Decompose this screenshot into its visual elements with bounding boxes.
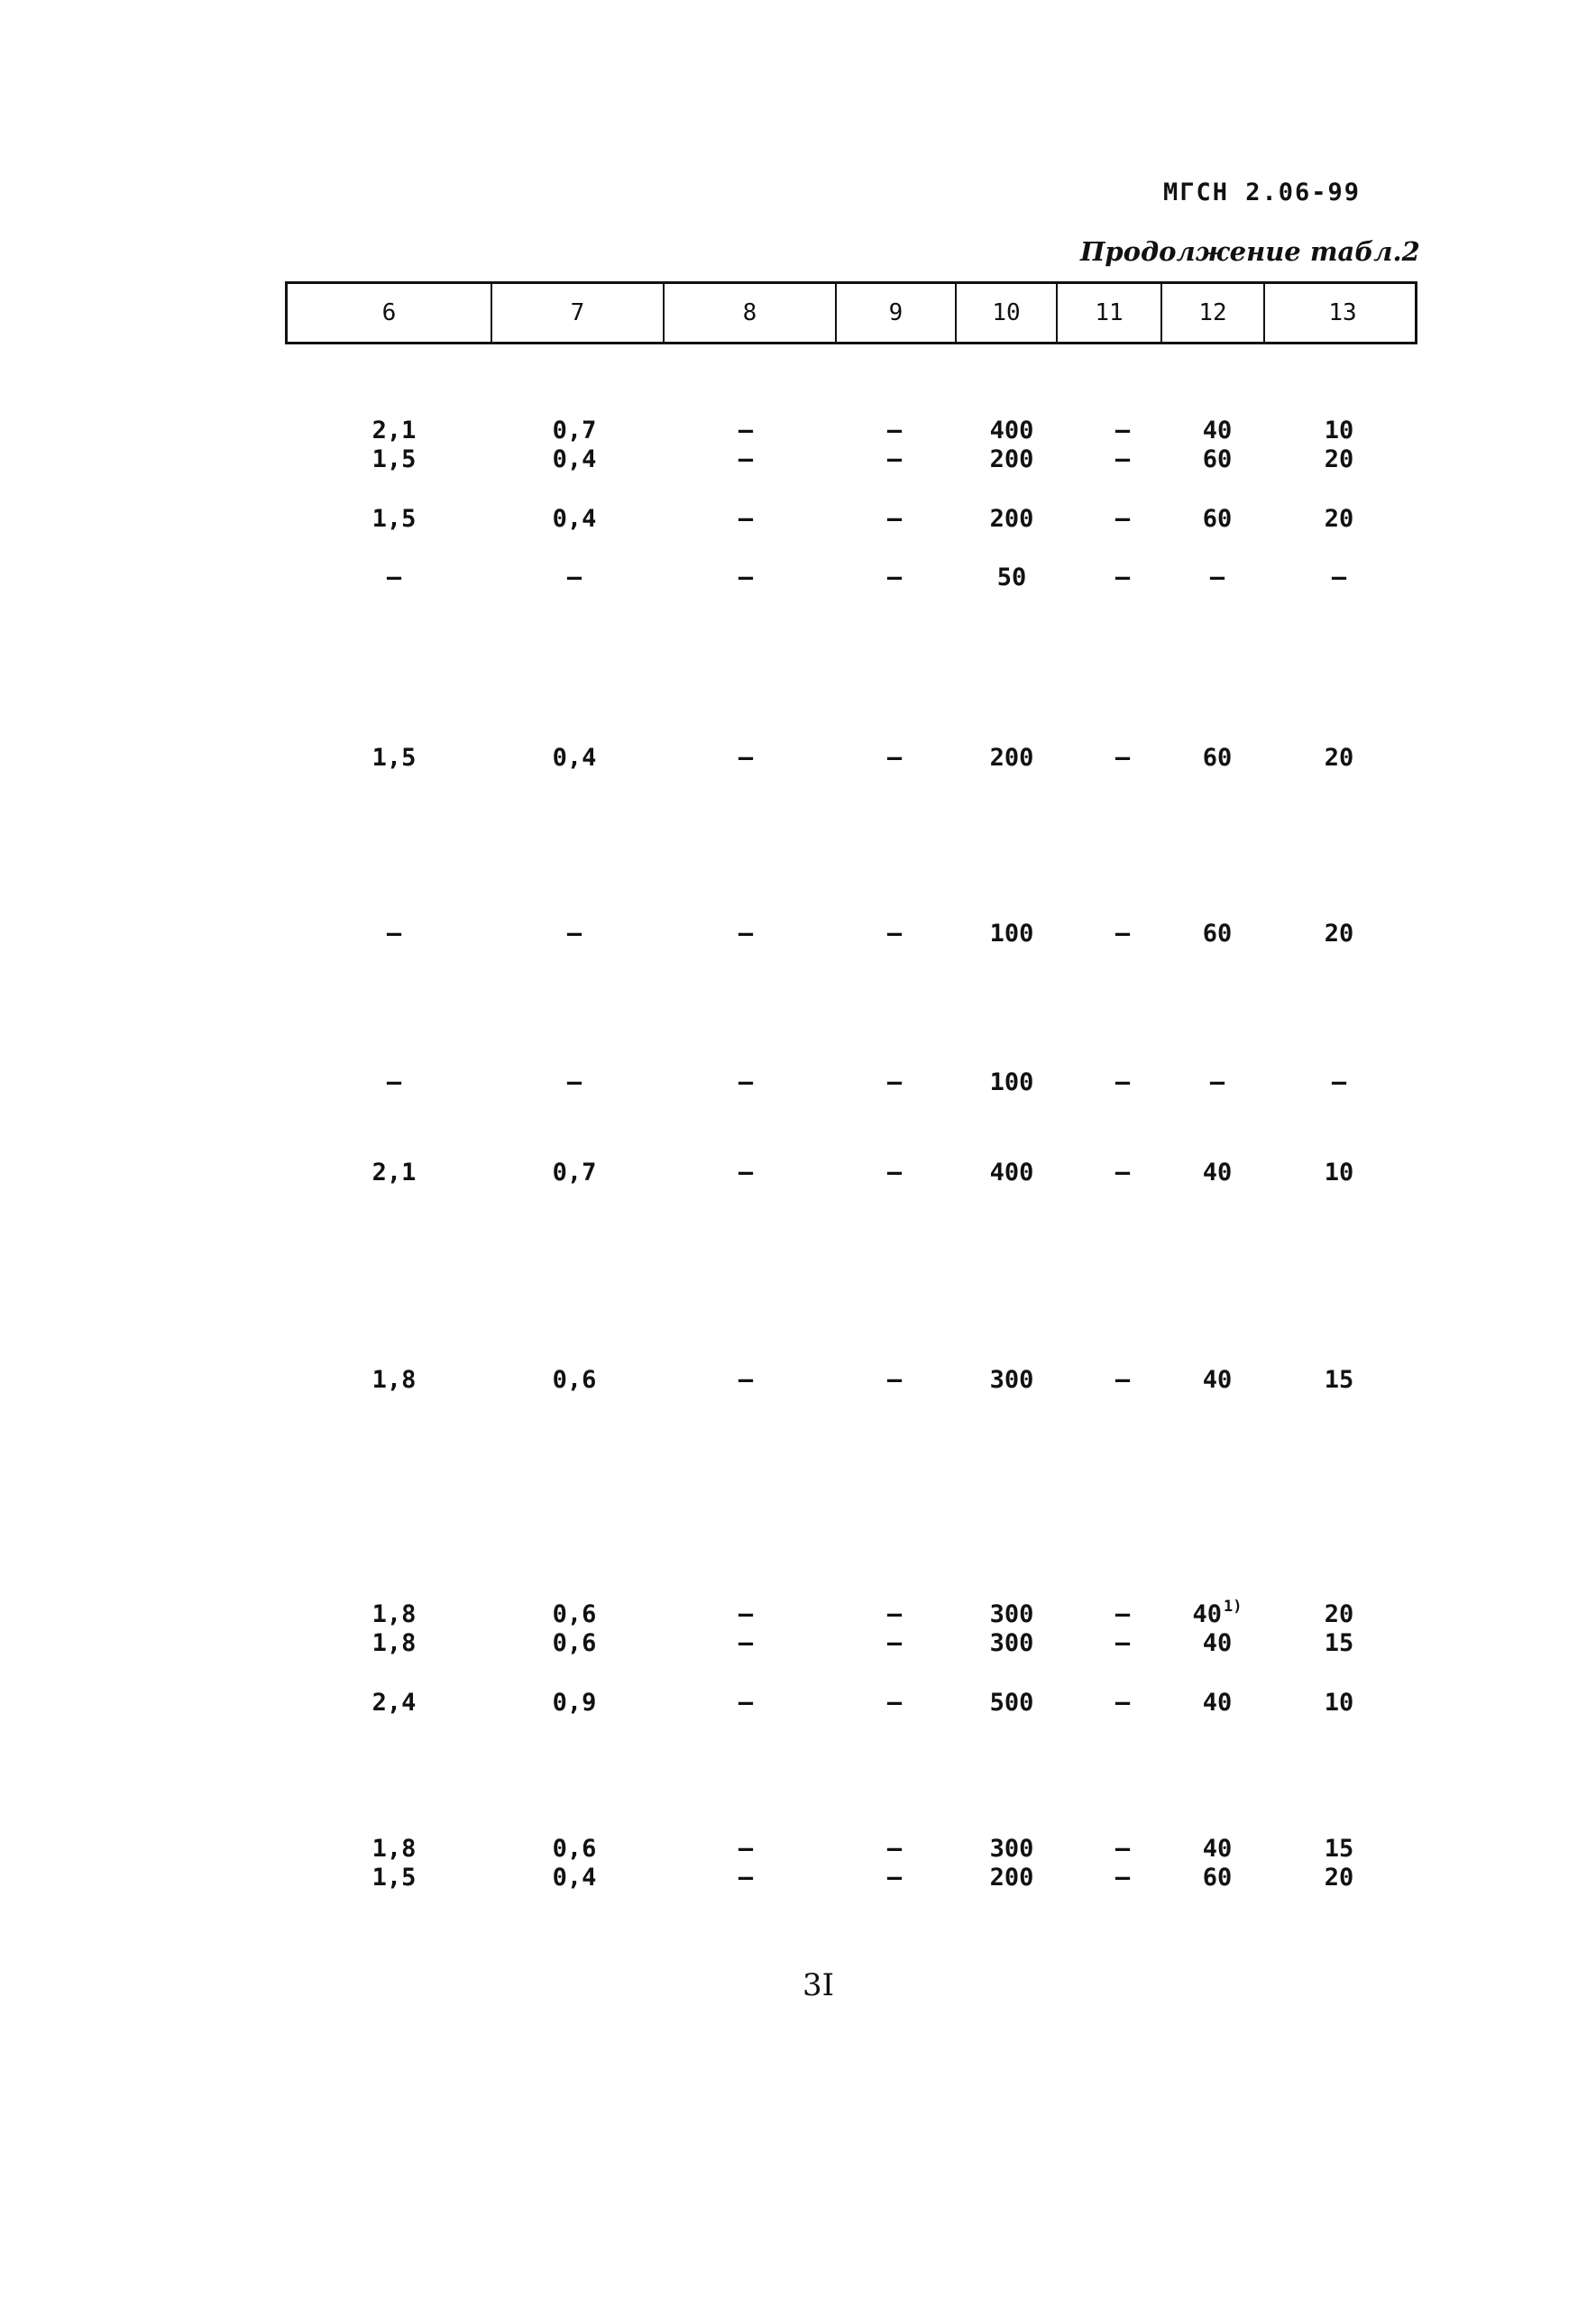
- cell-value: –: [1209, 564, 1225, 591]
- cell-value: –: [886, 564, 903, 591]
- table-cell: [553, 1159, 597, 1187]
- cell-value: 20: [1324, 1864, 1354, 1892]
- cell-value: –: [386, 564, 402, 591]
- cell-value: –: [738, 1366, 754, 1394]
- cell-value: 0,4: [552, 744, 597, 772]
- table-cell: [1115, 505, 1130, 533]
- table-cell: [990, 417, 1034, 444]
- cell-value: –: [566, 564, 582, 591]
- cell-value: –: [886, 1600, 903, 1628]
- table-cell: [738, 744, 753, 772]
- cell-value: –: [738, 564, 754, 591]
- cell-value: 0,7: [552, 1159, 597, 1187]
- table-cell: [372, 1629, 417, 1657]
- cell-value: –: [1114, 1629, 1131, 1657]
- table-cell: [887, 1600, 902, 1628]
- table-cell: [372, 1864, 417, 1892]
- table-cell: [372, 505, 417, 533]
- cell-value: –: [566, 1068, 582, 1096]
- table-cell: [887, 920, 902, 948]
- cell-value: –: [1114, 1835, 1131, 1863]
- cell-value: 40: [1202, 1835, 1233, 1863]
- table-cell: [1325, 445, 1354, 473]
- cell-value: 20: [1324, 920, 1354, 948]
- table-cell: [372, 1689, 417, 1717]
- cell-value: 300: [989, 1366, 1034, 1394]
- table-cell: [553, 417, 597, 444]
- cell-value: –: [738, 505, 754, 533]
- table-cell: [887, 1689, 902, 1717]
- table-cell: [1325, 1629, 1354, 1657]
- cell-value: 20: [1324, 744, 1354, 772]
- cell-value: –: [1114, 1600, 1131, 1628]
- table-cell: [1115, 1689, 1130, 1717]
- cell-value: 20: [1324, 505, 1354, 533]
- table-cell: [738, 445, 753, 473]
- cell-value: 60: [1202, 744, 1233, 772]
- table-cell: [1325, 920, 1354, 948]
- cell-value: –: [1331, 564, 1347, 591]
- table-cell: [1115, 1600, 1130, 1628]
- cell-value: –: [1114, 920, 1131, 948]
- table-cell: [738, 1600, 753, 1628]
- cell-value: –: [738, 417, 754, 444]
- table-cell: [738, 1159, 753, 1187]
- table-cell: [1115, 1068, 1130, 1096]
- cell-value: 2,1: [371, 1159, 417, 1187]
- cell-value: –: [738, 1864, 754, 1892]
- cell-value: –: [1114, 1689, 1131, 1717]
- cell-value: –: [566, 920, 582, 948]
- table-cell: [1325, 744, 1354, 772]
- cell-value: –: [1114, 417, 1131, 444]
- cell-value: 60: [1202, 505, 1233, 533]
- footnote-marker: 1): [1224, 1598, 1243, 1616]
- table-cell: [1115, 1835, 1130, 1863]
- cell-value: 50: [996, 564, 1027, 591]
- table-cell: [1325, 1864, 1354, 1892]
- column-header-row: [285, 281, 1417, 344]
- table-cell: [738, 1068, 753, 1096]
- table-cell: [1203, 445, 1233, 473]
- table-cell: [887, 505, 902, 533]
- cell-value: –: [1331, 1068, 1347, 1096]
- cell-value: –: [738, 1629, 754, 1657]
- cell-value: 40: [1202, 1629, 1233, 1657]
- table-cell: [738, 1835, 753, 1863]
- cell-value: 40: [1202, 1689, 1233, 1717]
- table-cell: [887, 417, 902, 444]
- cell-value: 40: [1202, 1366, 1233, 1394]
- cell-value: –: [738, 1835, 754, 1863]
- column-header: 13: [1263, 284, 1420, 342]
- table-cell: [553, 1864, 597, 1892]
- cell-value: 300: [989, 1629, 1034, 1657]
- column-header: 9: [835, 284, 955, 342]
- table-cell: [1115, 1366, 1130, 1394]
- table-cell: [990, 1689, 1034, 1717]
- cell-value: 0,9: [552, 1689, 597, 1717]
- table-cell: [738, 1629, 753, 1657]
- table-cell: [990, 445, 1034, 473]
- table-cell: [553, 744, 597, 772]
- cell-value: 1,8: [371, 1366, 417, 1394]
- cell-value: –: [886, 445, 903, 473]
- table-cell: [1332, 1068, 1346, 1096]
- table-cell: [1115, 417, 1130, 444]
- cell-value: –: [738, 1068, 754, 1096]
- table-cell: [738, 417, 753, 444]
- cell-value: 1,5: [371, 744, 417, 772]
- cell-value: 0,4: [552, 1864, 597, 1892]
- cell-value: 300: [989, 1600, 1034, 1628]
- cell-value: –: [738, 1689, 754, 1717]
- column-header: 12: [1160, 284, 1263, 342]
- cell-value: –: [886, 417, 903, 444]
- cell-value: 1,8: [371, 1600, 417, 1628]
- table-cell: [567, 564, 582, 591]
- cell-value: 40: [1192, 1600, 1223, 1628]
- table-cell: [553, 445, 597, 473]
- column-header: 11: [1056, 284, 1160, 342]
- cell-value: –: [738, 920, 754, 948]
- table-cell: [372, 744, 417, 772]
- table-cell: [372, 445, 417, 473]
- cell-value: 40: [1202, 1159, 1233, 1187]
- column-header: 8: [663, 284, 835, 342]
- cell-value: 10: [1324, 1159, 1354, 1187]
- cell-value: –: [886, 920, 903, 948]
- cell-value: 60: [1202, 920, 1233, 948]
- cell-value: –: [738, 445, 754, 473]
- cell-value: 100: [989, 1068, 1034, 1096]
- table-cell: [1325, 1159, 1354, 1187]
- table-cell: [1115, 1864, 1130, 1892]
- cell-value: –: [886, 1629, 903, 1657]
- cell-value: 300: [989, 1835, 1034, 1863]
- table-cell: [1203, 744, 1233, 772]
- table-cell: [887, 1366, 902, 1394]
- cell-value: –: [1114, 1068, 1131, 1096]
- table-cell: [1325, 1689, 1354, 1717]
- table-cell: [887, 1835, 902, 1863]
- table-cell: [990, 1366, 1034, 1394]
- cell-value: –: [886, 1689, 903, 1717]
- cell-value: 10: [1324, 417, 1354, 444]
- table-cell: [990, 1835, 1034, 1863]
- table-cell: [1332, 564, 1346, 591]
- table-cell: [553, 505, 597, 533]
- cell-value: 40: [1202, 417, 1233, 444]
- cell-value: 20: [1324, 1600, 1354, 1628]
- table-cell: [372, 1366, 417, 1394]
- cell-value: –: [1114, 744, 1131, 772]
- table-cell: [372, 417, 417, 444]
- table-cell: [387, 1068, 401, 1096]
- table-cell: [1210, 564, 1225, 591]
- cell-value: 0,6: [552, 1600, 597, 1628]
- cell-value: –: [738, 744, 754, 772]
- cell-value: –: [886, 1835, 903, 1863]
- cell-value: 0,7: [552, 417, 597, 444]
- cell-value: 1,5: [371, 445, 417, 473]
- table-cell: [990, 1864, 1034, 1892]
- table-cell: [738, 1689, 753, 1717]
- cell-value: –: [1114, 1864, 1131, 1892]
- table-cell: [1325, 1600, 1354, 1628]
- cell-value: 1,8: [371, 1835, 417, 1863]
- table-cell: [990, 744, 1034, 772]
- table-cell: [887, 1068, 902, 1096]
- table-continuation-label: Продолжение табл.2: [1080, 236, 1420, 267]
- cell-value: –: [886, 1366, 903, 1394]
- cell-value: 20: [1324, 445, 1354, 473]
- table-cell: [372, 1159, 417, 1187]
- table-cell: [887, 445, 902, 473]
- table-cell: [1325, 1835, 1354, 1863]
- cell-value: –: [1209, 1068, 1225, 1096]
- cell-value: 15: [1324, 1629, 1354, 1657]
- table-cell: [387, 920, 401, 948]
- cell-value: 0,4: [552, 445, 597, 473]
- cell-value: –: [1114, 505, 1131, 533]
- table-cell: [1115, 445, 1130, 473]
- table-cell: [1115, 920, 1130, 948]
- table-cell: [1203, 417, 1233, 444]
- cell-value: 60: [1202, 1864, 1233, 1892]
- table-cell: [738, 564, 753, 591]
- table-cell: [887, 1864, 902, 1892]
- table-cell: [990, 1159, 1034, 1187]
- table-cell: [738, 1366, 753, 1394]
- cell-value: –: [1114, 564, 1131, 591]
- table-cell: [1193, 1600, 1243, 1628]
- cell-value: 15: [1324, 1366, 1354, 1394]
- column-header: 10: [955, 284, 1056, 342]
- cell-value: –: [886, 1159, 903, 1187]
- cell-value: 0,6: [552, 1629, 597, 1657]
- column-header: 7: [491, 284, 663, 342]
- table-cell: [887, 1629, 902, 1657]
- cell-value: –: [886, 1068, 903, 1096]
- table-cell: [738, 920, 753, 948]
- table-cell: [1203, 1689, 1233, 1717]
- cell-value: 2,1: [371, 417, 417, 444]
- cell-value: 200: [989, 505, 1034, 533]
- table-cell: [1203, 1864, 1233, 1892]
- table-cell: [387, 564, 401, 591]
- table-cell: [1115, 744, 1130, 772]
- table-cell: [887, 564, 902, 591]
- cell-value: 1,8: [371, 1629, 417, 1657]
- cell-value: –: [1114, 1159, 1131, 1187]
- table-cell: [553, 1835, 597, 1863]
- table-cell: [887, 744, 902, 772]
- table-cell: [1115, 1159, 1130, 1187]
- table-cell: [372, 1600, 417, 1628]
- cell-value: 400: [989, 1159, 1034, 1187]
- cell-value: –: [1114, 1366, 1131, 1394]
- cell-value: 100: [989, 920, 1034, 948]
- table-cell: [997, 564, 1027, 591]
- cell-value: –: [886, 744, 903, 772]
- table-cell: [738, 505, 753, 533]
- table-cell: [553, 1600, 597, 1628]
- table-cell: [553, 1366, 597, 1394]
- table-cell: [1203, 1835, 1233, 1863]
- cell-value: 2,4: [371, 1689, 417, 1717]
- cell-value: –: [886, 1864, 903, 1892]
- table-cell: [1115, 1629, 1130, 1657]
- table-cell: [553, 1689, 597, 1717]
- cell-value: 400: [989, 417, 1034, 444]
- cell-value: –: [886, 505, 903, 533]
- page-number: 3I: [803, 1967, 835, 2003]
- table-cell: [1203, 505, 1233, 533]
- table-cell: [990, 1068, 1034, 1096]
- table-cell: [1325, 1366, 1354, 1394]
- table-cell: [1203, 1366, 1233, 1394]
- document-code: МГСН 2.06-99: [1163, 179, 1362, 206]
- table-cell: [1203, 920, 1233, 948]
- cell-value: –: [738, 1159, 754, 1187]
- cell-value: 0,6: [552, 1366, 597, 1394]
- table-cell: [738, 1864, 753, 1892]
- cell-value: 200: [989, 445, 1034, 473]
- cell-value: 500: [989, 1689, 1034, 1717]
- cell-value: –: [386, 1068, 402, 1096]
- cell-value: –: [738, 1600, 754, 1628]
- table-cell: [887, 1159, 902, 1187]
- table-cell: [372, 1835, 417, 1863]
- cell-value: 1,5: [371, 505, 417, 533]
- table-cell: [1210, 1068, 1225, 1096]
- cell-value: 200: [989, 744, 1034, 772]
- cell-value: –: [386, 920, 402, 948]
- cell-value: 0,4: [552, 505, 597, 533]
- table-cell: [1325, 505, 1354, 533]
- cell-value: –: [1114, 445, 1131, 473]
- table-cell: [990, 1600, 1034, 1628]
- table-cell: [553, 1629, 597, 1657]
- cell-value: 10: [1324, 1689, 1354, 1717]
- table-cell: [1325, 417, 1354, 444]
- column-header: 6: [381, 299, 397, 326]
- cell-value: 0,6: [552, 1835, 597, 1863]
- table-cell: [990, 920, 1034, 948]
- table-cell: [1203, 1159, 1233, 1187]
- table-cell: [990, 505, 1034, 533]
- table-cell: [567, 1068, 582, 1096]
- cell-value: 200: [989, 1864, 1034, 1892]
- cell-value: 1,5: [371, 1864, 417, 1892]
- table-cell: [567, 920, 582, 948]
- cell-value: 60: [1202, 445, 1233, 473]
- table-cell: [1115, 564, 1130, 591]
- table-cell: [990, 1629, 1034, 1657]
- cell-value: 15: [1324, 1835, 1354, 1863]
- table-cell: [1203, 1629, 1233, 1657]
